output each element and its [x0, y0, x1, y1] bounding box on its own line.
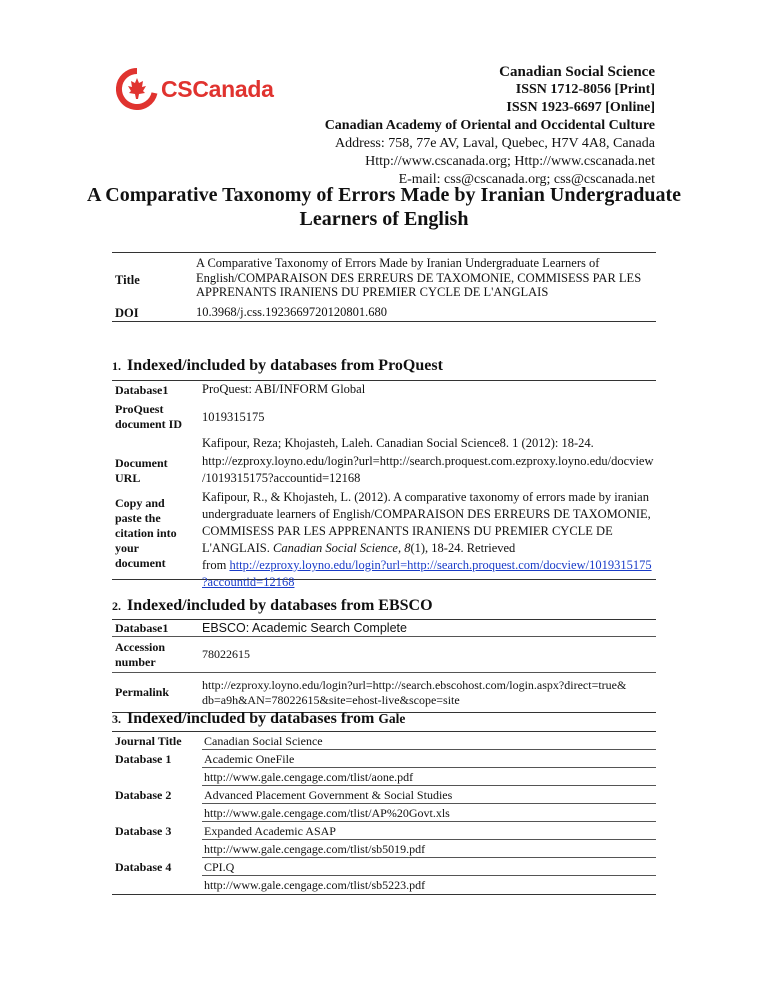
permalink-label: Permalink — [115, 685, 169, 699]
website-urls: Http://www.cscanada.org; Http://www.cscanada.net — [365, 154, 655, 169]
empty-label — [112, 876, 202, 894]
section-title-tail: Gale — [378, 711, 406, 726]
document-url-label — [112, 453, 202, 489]
database-value: Academic OneFile — [202, 750, 656, 768]
url-line: http://ezproxy.loyno.edu/login?url=http://search.ebscohost.com/login.aspx?direct=true& — [202, 677, 627, 692]
proquest-section-heading — [112, 357, 443, 375]
gale-table — [112, 731, 656, 895]
label-line: Document — [115, 456, 168, 470]
maple-leaf-icon — [116, 68, 158, 110]
publisher: Canadian Academy of Oriental and Occidental Culture — [324, 118, 655, 133]
section-title: Indexed/included by databases from ProQuest — [127, 357, 443, 374]
title-line: APPRENANTS IRANIENS DU PREMIER CYCLE DE L'ANGLAIS — [196, 285, 549, 299]
section-number: 1. — [112, 359, 121, 373]
url-line: db=a9h&AN=78022615&site=ehost-live&scope=site — [202, 692, 460, 707]
database-url[interactable]: http://www.gale.cengage.com/tlist/aone.pdf — [202, 768, 656, 786]
label-line: Copy and — [115, 495, 165, 510]
document-id-value: 1019315175 — [202, 409, 265, 424]
citation-text: from — [202, 558, 230, 572]
logo-text: CSCanada — [161, 75, 274, 102]
label-line: URL — [115, 471, 141, 485]
empty-label — [112, 435, 202, 453]
label-line: document — [115, 555, 166, 570]
citation-link[interactable]: ?accountid=12168 — [202, 575, 295, 589]
section-title: Indexed/included by databases from — [127, 710, 379, 727]
issn-print: ISSN 1712-8056 [Print] — [515, 82, 655, 97]
label-line: citation into — [115, 525, 177, 540]
database-label: Database 4 — [115, 860, 172, 874]
section-number: 3. — [112, 712, 121, 726]
paper-title: A Comparative Taxonomy of Errors Made by Iranian Undergraduate Learners of English — [86, 184, 682, 230]
database-url[interactable]: http://www.gale.cengage.com/tlist/sb5019.pdf — [202, 840, 656, 858]
permalink-value[interactable] — [202, 673, 656, 712]
database-url[interactable]: http://www.gale.cengage.com/tlist/sb5223.pdf — [204, 878, 426, 892]
section-title: Indexed/included by databases from EBSCO — [127, 597, 433, 614]
journal-title-value: Canadian Social Science — [202, 732, 656, 750]
database-value: Expanded Academic ASAP — [202, 822, 656, 840]
url-line: http://ezproxy.loyno.edu/login?url=http://search.proquest.com.ezproxy.loyno.edu/docview — [202, 454, 654, 468]
database-label: Database1 — [115, 620, 169, 635]
citation-line: undergraduate learners of English/COMPARAISON DES ERREURS DE TAXOMONIE, — [202, 507, 651, 521]
cscanada-logo — [116, 68, 274, 110]
citation-line: COMMISESS PAR LES APPRENANTS IRANIENS DU PREMIER CYCLE DE — [202, 524, 613, 538]
citation-text: (1), 18-24. Retrieved — [410, 541, 516, 555]
label-line: document ID — [115, 417, 183, 431]
database-value: EBSCO: Academic Search Complete — [202, 621, 407, 635]
title-value — [196, 256, 656, 305]
database-label: Database 3 — [115, 824, 172, 838]
short-citation: Kafipour, Reza; Khojasteh, Laleh. Canadian Social Science8. 1 (2012): 18-24. — [202, 436, 594, 450]
database-url[interactable]: http://www.gale.cengage.com/tlist/AP%20Govt.xls — [202, 804, 656, 822]
article-info-table — [112, 252, 656, 322]
database-label: Database1 — [115, 382, 169, 397]
citation-line — [202, 557, 656, 574]
label-line: Accession — [115, 639, 165, 654]
journal-name: Canadian Social Science — [499, 64, 655, 80]
database-label: Database 2 — [115, 788, 172, 802]
copy-citation-label — [112, 489, 202, 577]
journal-title-label: Journal Title — [115, 734, 182, 748]
citation-line: Kafipour, R., & Khojasteh, L. (2012). A comparative taxonomy of errors made by iranian — [202, 490, 649, 504]
proquest-table — [112, 380, 656, 589]
citation-link[interactable]: http://ezproxy.loyno.edu/login?url=http://search.proquest.com/docview/1019315175 — [229, 558, 652, 572]
ebsco-section-heading — [112, 597, 433, 615]
empty-label — [112, 768, 202, 786]
title-line: English/COMPARAISON DES ERREURS DE TAXOMONIE, COMMISESS PAR LES — [196, 270, 642, 285]
email-addresses: E-mail: css@cscanada.org; css@cscanada.net — [398, 172, 655, 187]
address: Address: 758, 77e AV, Laval, Quebec, H7V 4A8, Canada — [334, 136, 655, 151]
label-line: number — [115, 654, 156, 669]
accession-label — [112, 637, 202, 672]
issn-online: ISSN 1923-6697 [Online] — [506, 100, 655, 115]
document-url-value[interactable] — [202, 453, 656, 489]
database-value: CPI.Q — [202, 858, 656, 876]
full-citation — [202, 489, 656, 589]
url-line: /1019315175?accountid=12168 — [202, 471, 361, 485]
database-label: Database 1 — [115, 752, 172, 766]
ebsco-table — [112, 619, 656, 713]
citation-line — [202, 540, 656, 557]
citation-journal: Canadian Social Science, 8 — [273, 541, 411, 555]
doi-label: DOI — [115, 305, 139, 320]
empty-label — [112, 840, 202, 858]
database-value: Advanced Placement Government & Social Studies — [202, 786, 656, 804]
gale-section-heading — [112, 710, 405, 728]
title-label: Title — [115, 273, 140, 288]
document-id-label — [112, 399, 202, 435]
accession-value: 78022615 — [202, 647, 250, 661]
empty-label — [112, 804, 202, 822]
journal-header — [325, 63, 655, 189]
doi-value[interactable]: 10.3968/j.css.1923669720120801.680 — [196, 305, 387, 319]
label-line: your — [115, 540, 139, 555]
section-number: 2. — [112, 599, 121, 613]
label-line: paste the — [115, 510, 161, 525]
database-value: ProQuest: ABI/INFORM Global — [202, 382, 366, 396]
citation-text: L'ANGLAIS. — [202, 541, 273, 555]
title-line: A Comparative Taxonomy of Errors Made by Iranian Undergraduate Learners of — [196, 256, 600, 270]
label-line: ProQuest — [115, 402, 164, 416]
